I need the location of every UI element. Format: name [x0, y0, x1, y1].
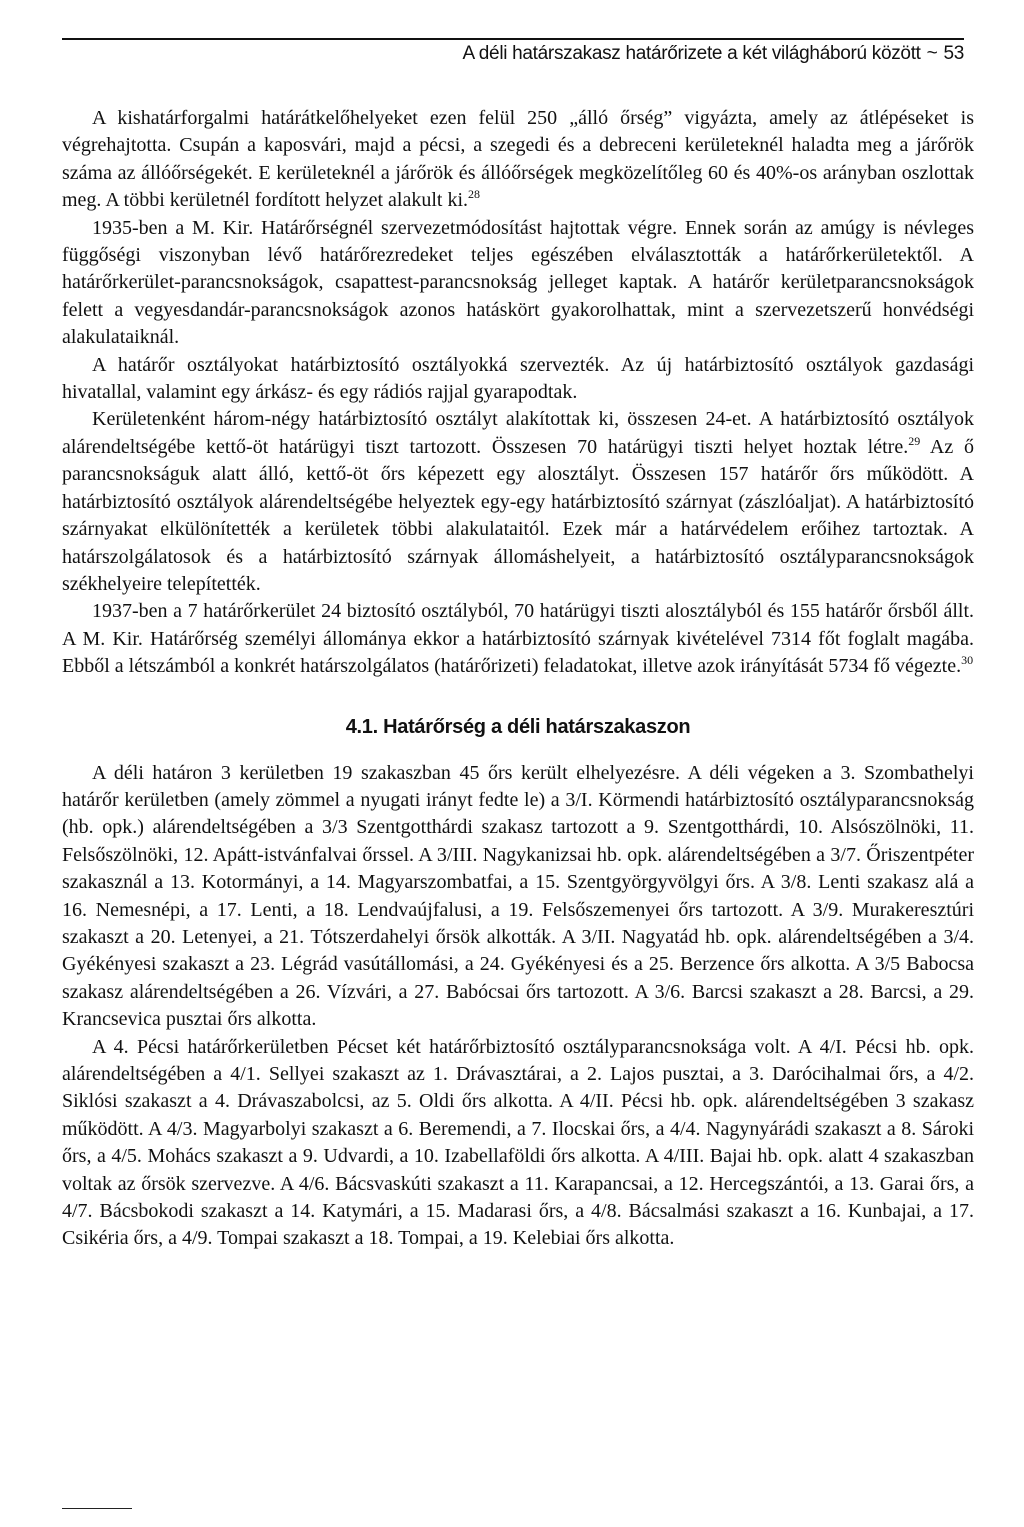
running-title: A déli határszakasz határőrizete a két világháború között: [462, 43, 921, 64]
paragraph-1: [62, 105, 974, 215]
paragraph-2: 1935-ben a M. Kir. Határőrségnél szervezetmódosítást hajtottak végre. Ennek során az amúgy is névleges függőségi viszonyban lévő határőrezredeket teljes egészében elválasztották a határőrkerületektől. A határőrkerület-parancsnokságok, csapattest-parancsnokság jelleget kaptak. A határőr kerületparancsnokságok felett a vegyesdandár-parancsnokságok azonos hatáskört gyakorolhattak, mint a szervezetszerű honvédségi alakulataiknál.: [62, 216, 974, 349]
paragraph-5-text: 1937-ben a 7 határőrkerület 24 biztosító osztályból, 70 határügyi tiszti alosztályból és 155 határőr őrsből állt. A M. Kir. Határőrség személyi állománya ekkor a határbiztosító szárnyak kivételével 7314 főt foglalt magába. Ebből a létszámból a konkrét határszolgálatos (határőrizeti) feladatokat, illetve azok irányítását 5734 fő végezte.: [62, 600, 974, 678]
footnote-ref-29: 29: [908, 433, 921, 448]
paragraph-4-part-1: Kerületenként három-négy határbiztosító osztályt alakítottak ki, összesen 24-et. A határbiztosító osztályok alárendeltségébe kettő-öt határügyi tiszt tartozott. Összesen 70 határügyi tiszti helyet hoztak létre.: [62, 408, 974, 458]
paragraph-6: A déli határon 3 kerületben 19 szakaszban 45 őrs került elhelyezésre. A déli végeken a 3. Szombathelyi határőr kerületben (amely zömmel a nyugati irányt fedte le) a 3/I. Körmendi határbiztosító osztályparancsnokság (hb. opk.) alárendeltségében a 3/3 Szentgotthárdi szakasz tartozott a 9. Szentgotthárdi, 10. Alsószölnöki, 11. Felsőszölnöki, 12. Apátt-istvánfalvai őrssel. A 3/III. Nagykanizsai hb. opk. alárendeltségében a 3/7. Őriszentpéter szakasznál a 13. Kotormányi, a 14. Magyarszombatfai, a 15. Szentgyörgyvölgyi őrs. A 3/8. Lenti szakasz alá a 16. Nemesnépi, a 17. Lenti, a 18. Lendvaújfalusi, a 19. Felsőszemenyei őrs tartozott. A 3/9. Murakeresztúri szakaszt a 20. Letenyei, a 21. Tótszerdahelyi őrsök alkották. A 3/II. Nagyatád hb. opk. alárendeltségében a 3/4. Gyékényesi szakaszt a 23. Légrád vasútállomási, a 24. Gyékényesi és a 25. Berzence őrs alkotta. A 3/5 Babocsa szakasz alárendeltségében a 26. Vízvári, a 27. Babócsai őrs tartozott. A 3/6. Barcsi szakaszt a 28. Barcsi, a 29. Krancsevica pusztai őrs alkotta.: [62, 761, 974, 1031]
footnote-separator-rule: [62, 1508, 132, 1509]
running-header: [62, 38, 964, 66]
paragraph-1-text: A kishatárforgalmi határátkelőhelyeket ezen felül 250 „álló őrség” vigyázta, amely az átlépéseket is végrehajtotta. Csupán a kaposvári, majd a pécsi, a szegedi és a debreceni kerületeknél haladta meg a járőrök száma az állóőrségekét. E kerületeknél a járőrök és állóőrségek megközelítőleg 60 és 40%-os arányban oszlottak meg. A többi kerületnél fordított helyzet alakult ki.: [62, 107, 974, 212]
page-number: 53: [943, 43, 964, 64]
body-text: [62, 105, 974, 1253]
paragraph-3: A határőr osztályokat határbiztosító osztályokká szervezték. Az új határbiztosító osztályok gazdasági hivatallal, valamint egy árkász- és egy rádiós rajjal gyarapodtak.: [62, 353, 974, 404]
paragraph-5: [62, 598, 974, 680]
footnote-ref-28: 28: [468, 187, 481, 202]
footnote-ref-30: 30: [961, 653, 974, 668]
section-heading: 4.1. Határőrség a déli határszakaszon: [345, 715, 691, 738]
paragraph-4: [62, 406, 974, 598]
header-separator: ~: [926, 43, 938, 64]
paragraph-7: A 4. Pécsi határőrkerületben Pécset két határőrbiztosító osztályparancsnoksága volt. A 4/I. Pécsi hb. opk. alárendeltségében a 4/1. Sellyei szakaszt az 1. Drávasztárai, a 2. Lajos pusztai, a 3. Darócihalmai őrs, a 4/2. Siklósi szakaszt a 4. Drávaszabolcsi, az 5. Oldi őrs alkotta. A 4/II. Pécsi hb. opk. alárendeltségében 3 szakasz működött. A 4/3. Magyarbolyi szakaszt a 6. Beremendi, a 7. Ilocskai őrs, a 4/4. Nagynyárádi szakaszt a 8. Sároki őrs, a 4/5. Mohács szakaszt a 9. Udvardi, a 10. Izabellaföldi őrs alkotta. A 4/III. Bajai hb. opk. alatt 4 szakaszban voltak az őrsök szervezve. A 4/6. Bácsvaskúti szakaszt a 11. Karapancsai, a 12. Hercegszántói, a 13. Garai őrs, a 4/7. Bácsbokodi szakaszt a 14. Katymári, a 15. Madarasi őrs, a 4/8. Bácsalmási szakaszt a 16. Kunbajai, a 17. Csikéria őrs, a 4/9. Tompai szakaszt a 18. Tompai, a 19. Kelebiai őrs alkotta.: [62, 1035, 974, 1250]
document-page: [62, 0, 974, 1527]
paragraph-4-part-2: Az ő parancsnokságuk alatt álló, kettő-öt őrs képezett egy alosztályt. Összesen 157 határőr őrs működött. A határbiztosító osztályok alárendeltségébe helyeztek egy-egy határbiztosító szárnyat (zászlóaljat). A határbiztosító szárnyakat elkülönítették a kerületek többi alakulataitól. Ezek már a határvédelem erőihez tartoztak. A határszolgálatosok és a határbiztosító szárnyak állomáshelyeit, a határbiztosító osztályparancsnokságok székhelyeire telepítették.: [62, 435, 975, 595]
